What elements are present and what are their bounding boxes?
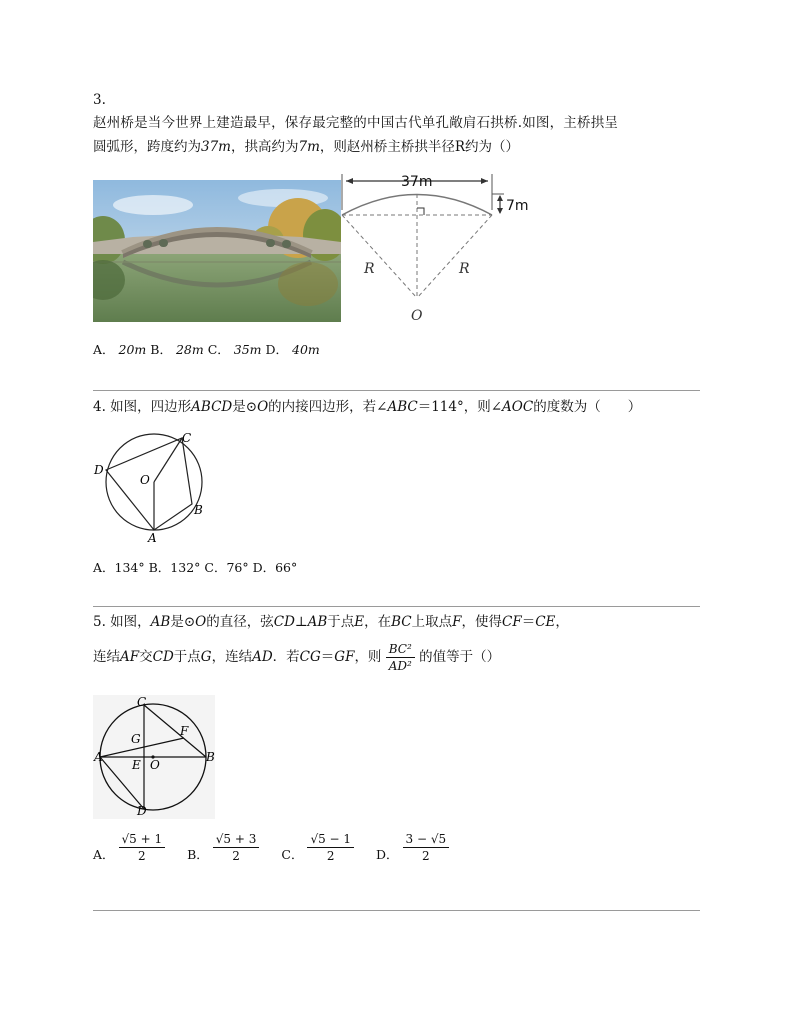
- q5-t3: 的直径，弦: [206, 614, 274, 630]
- q3-option-d-label: D．: [265, 342, 289, 357]
- q5-u8: 的值等于（）: [419, 649, 501, 665]
- q4-abc: ABC: [387, 399, 418, 415]
- q3-text-line1: 赵州桥是当今世界上建造最早，保存最完整的中国古代单孔敞肩石拱桥.如图，主桥拱呈: [93, 115, 619, 131]
- q3-number: 3.: [93, 92, 106, 108]
- q3-option-c: 35m: [233, 342, 262, 357]
- q4-text-d: ＝114°，则∠: [417, 399, 503, 415]
- q5-cf: CF: [502, 614, 522, 630]
- q4-label-c: C: [182, 431, 192, 445]
- q3-options: [93, 340, 320, 358]
- arch-span-label: 37m: [401, 174, 433, 190]
- q3-text-2a: 圆弧形，跨度约为: [93, 139, 201, 155]
- q5-g: G: [200, 649, 212, 665]
- arch-radius-right: R: [459, 261, 470, 277]
- q5-label-o: O: [150, 758, 160, 772]
- q5-u4: ，连结: [211, 649, 253, 665]
- q5-t10: ，: [555, 614, 569, 630]
- q5-af: AF: [120, 649, 140, 665]
- q4-text: [93, 396, 641, 418]
- q3-text-line2: [93, 136, 519, 158]
- q5-bc: BC: [391, 614, 412, 630]
- q5-option-b-label: B．: [187, 847, 209, 862]
- q3-text-2c: ，则赵州桥主桥拱半径R约为（）: [319, 139, 520, 155]
- q5-f: F: [452, 614, 462, 630]
- q3-height-value: 7m: [298, 139, 320, 155]
- q5-ce: CE: [535, 614, 556, 630]
- q5-t2: 是⊙: [170, 614, 196, 630]
- q5-option-d-den: 2: [422, 849, 430, 863]
- q5-u7: ，则: [354, 649, 382, 665]
- q5-gf: GF: [334, 649, 355, 665]
- q5-circle-diagram: [93, 695, 215, 819]
- q4-o: O: [257, 399, 269, 415]
- q5-label-g: G: [131, 732, 141, 746]
- q4-text-a: 4. 如图，四边形: [93, 399, 192, 415]
- q4-text-e: 的度数为（ ）: [533, 399, 642, 415]
- q5-e: E: [354, 614, 365, 630]
- q3-option-d: 40m: [292, 342, 320, 357]
- q3-option-a-label: A．: [93, 342, 115, 357]
- q5-cg: CG: [299, 649, 321, 665]
- q3-option-a: 20m: [118, 342, 147, 357]
- bridge-photo: [93, 180, 341, 322]
- q5-option-c-num: √5 − 1: [307, 832, 354, 848]
- q4-text-c: 的内接四边形，若∠: [268, 399, 388, 415]
- q5-t8: ，使得: [461, 614, 503, 630]
- q4-label-o: O: [140, 473, 150, 487]
- q4-options: A．134° B．132° C．76° D．66°: [93, 560, 298, 575]
- q5-option-c: [307, 832, 354, 863]
- q5-cd: CD: [273, 614, 295, 630]
- arch-height-label: 7m: [506, 198, 529, 214]
- q5-ab: AB: [150, 614, 171, 630]
- q5-fraction: [386, 642, 415, 673]
- q5-option-c-label: C．: [281, 847, 304, 862]
- arch-center-label: O: [411, 308, 423, 324]
- divider-1: [93, 390, 700, 391]
- q5-option-d-label: D．: [376, 847, 399, 862]
- q5-t6: ，在: [364, 614, 392, 630]
- q5-option-a-label: A．: [93, 847, 115, 862]
- q5-option-b-num: √5 + 3: [213, 832, 260, 848]
- q5-label-f: F: [180, 724, 189, 738]
- q3-span-value: 37m: [201, 139, 231, 155]
- q3-text-2b: ，拱高约为: [230, 139, 299, 155]
- q4-label-b: B: [194, 503, 203, 517]
- q5-u6: ＝: [320, 649, 335, 665]
- divider-3: [93, 910, 700, 911]
- q5-t9: ＝: [521, 614, 536, 630]
- q5-options: [93, 832, 449, 863]
- q5-frac-num: BC²: [386, 642, 415, 658]
- q5-cd2: CD: [152, 649, 174, 665]
- q5-option-a-den: 2: [138, 849, 146, 863]
- q5-u3: 于点: [173, 649, 201, 665]
- q5-option-b: [213, 832, 260, 863]
- q5-ad: AD: [252, 649, 273, 665]
- q5-option-c-den: 2: [326, 849, 335, 863]
- q4-text-b: 是⊙: [232, 399, 258, 415]
- arch-radius-left: R: [364, 261, 375, 277]
- q4-aoc: AOC: [502, 399, 534, 415]
- q5-ab2: AB: [307, 614, 328, 630]
- q5-u2: 交: [139, 649, 153, 665]
- q5-t5: 于点: [327, 614, 355, 630]
- q3-option-b: 28m: [175, 342, 204, 357]
- q4-abcd: ABCD: [191, 399, 233, 415]
- q4-label-a: A: [148, 531, 157, 545]
- q5-option-b-den: 2: [232, 849, 240, 863]
- q5-label-a: A: [94, 750, 103, 764]
- divider-2: [93, 606, 700, 607]
- q5-t1: 5. 如图，: [93, 614, 151, 630]
- q3-option-c-label: C．: [207, 342, 230, 357]
- q5-option-a: [119, 832, 166, 863]
- q5-option-d-num: 3 − √5: [403, 832, 450, 848]
- q5-label-d: D: [137, 804, 147, 818]
- q5-frac-den: AD²: [388, 659, 412, 673]
- q5-text-line1: [93, 611, 569, 633]
- q5-u1: 连结: [93, 649, 120, 665]
- q4-circle-diagram: [90, 430, 220, 545]
- q5-option-a-num: √5 + 1: [119, 832, 166, 848]
- q5-u5: ．若: [272, 649, 300, 665]
- q3-option-b-label: B．: [150, 342, 172, 357]
- q4-label-d: D: [94, 463, 104, 477]
- q5-text-line2: [93, 637, 500, 677]
- q5-label-e: E: [132, 758, 141, 772]
- q5-t4: ⊥: [294, 614, 308, 630]
- q5-label-b: B: [206, 750, 215, 764]
- q5-o: O: [195, 614, 207, 630]
- q5-t7: 上取点: [411, 614, 453, 630]
- q5-option-d: [403, 832, 450, 863]
- arch-diagram: [338, 170, 538, 330]
- q5-label-c: C: [137, 695, 147, 709]
